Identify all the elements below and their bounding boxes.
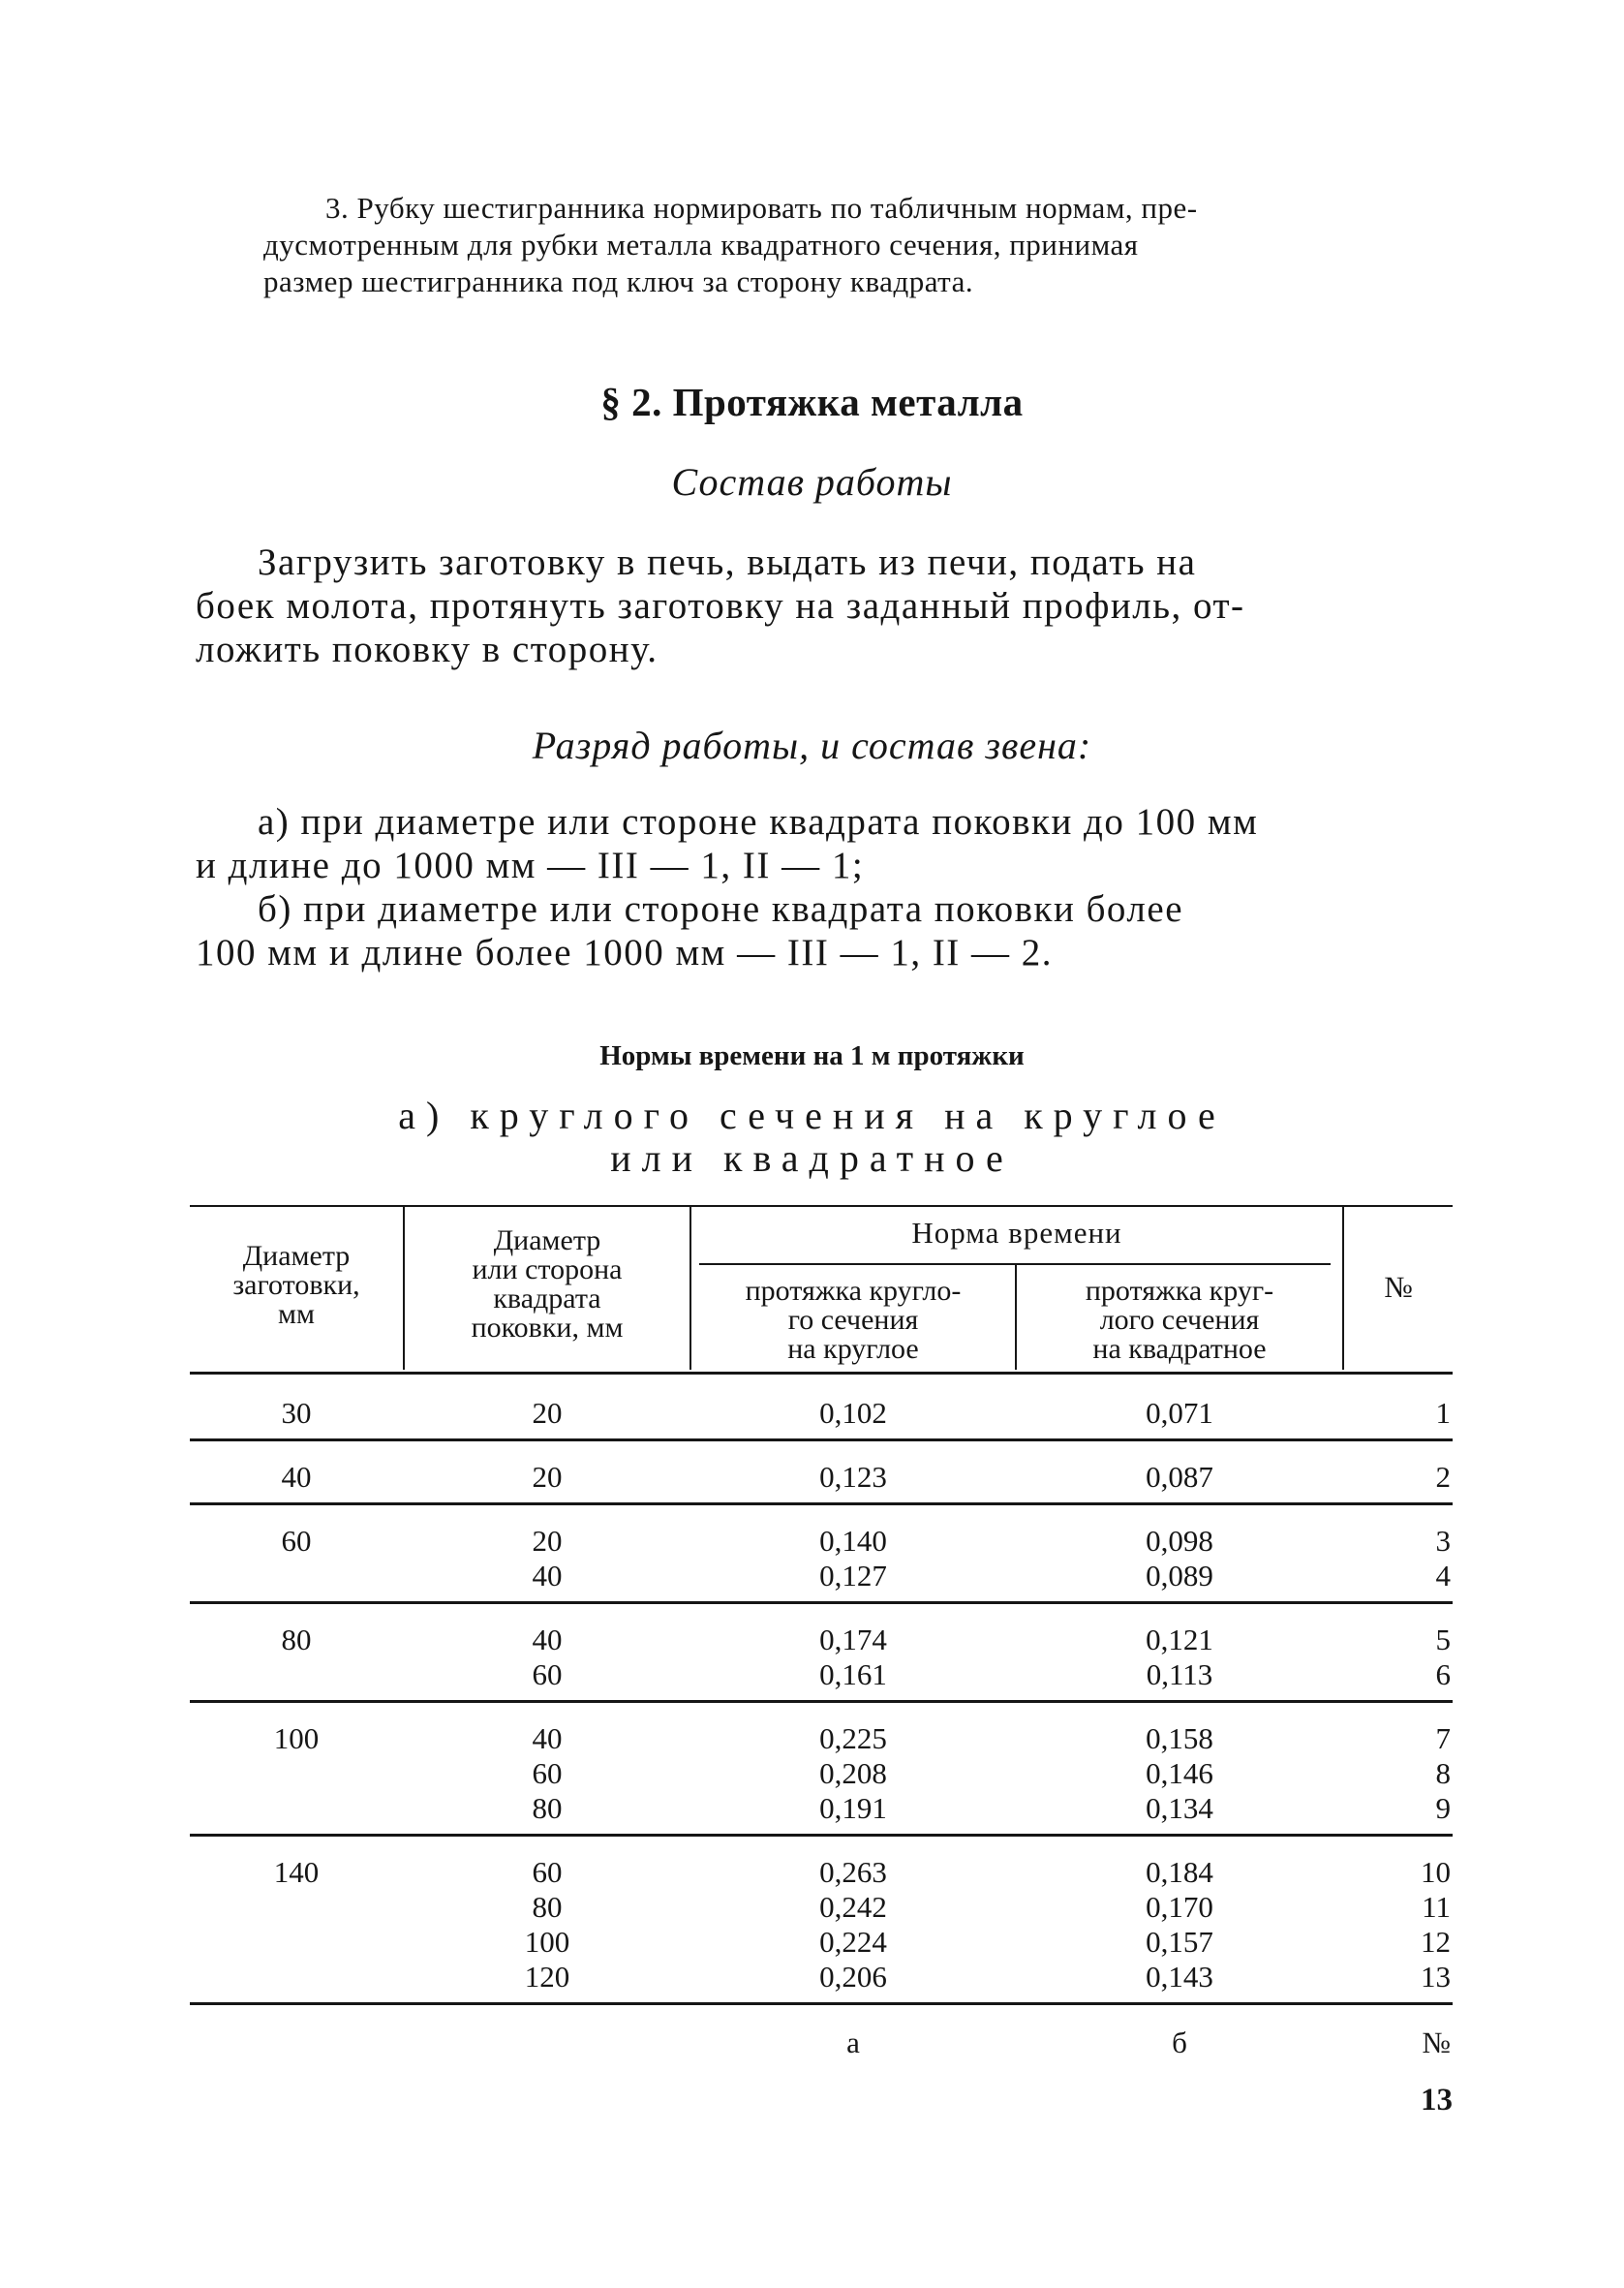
group-separator-rule [190, 1502, 1453, 1505]
footer-col-b: б [1172, 2025, 1187, 2059]
norm-round-cell: 0,206 [819, 1960, 887, 1994]
table-subtitle-line-2: или квадратное [610, 1136, 1014, 1180]
page-number: 13 [1421, 2083, 1453, 2118]
forging-size-cell: 60 [532, 1756, 563, 1790]
blank-diameter-cell: 60 [281, 1524, 312, 1558]
composition-text [196, 541, 1447, 671]
header-col3-line-1: протяжка кругло- [745, 1275, 962, 1307]
group-separator-rule [190, 1438, 1453, 1441]
norm-header-rule [699, 1263, 1331, 1265]
forging-size-cell: 80 [532, 1890, 563, 1924]
header-round-to-round [691, 1277, 1015, 1364]
header-col2-line-2: или сторона [472, 1253, 623, 1285]
forging-size-cell: 120 [524, 1960, 570, 1994]
group-separator-rule [190, 1700, 1453, 1703]
header-col2-line-4: поковки, мм [471, 1312, 624, 1344]
row-number-cell: 13 [1421, 1960, 1451, 1994]
norm-round-cell: 0,123 [819, 1460, 887, 1494]
norm-square-cell: 0,134 [1146, 1791, 1213, 1825]
table-subtitle [0, 1095, 1624, 1180]
header-col2-line-3: квадрата [493, 1283, 601, 1314]
norm-round-cell: 0,161 [819, 1657, 887, 1691]
norm-square-cell: 0,121 [1146, 1623, 1213, 1656]
footer-col-a: а [846, 2025, 860, 2059]
row-number-cell: 7 [1435, 1721, 1451, 1755]
group-separator-rule [190, 2002, 1453, 2005]
norm-square-cell: 0,113 [1146, 1657, 1213, 1691]
blank-diameter-cell: 30 [281, 1396, 312, 1430]
norm-square-cell: 0,146 [1146, 1756, 1213, 1790]
forging-size-cell: 60 [532, 1657, 563, 1691]
norm-square-cell: 0,098 [1146, 1524, 1213, 1558]
grade-options [196, 800, 1447, 974]
norm-square-cell: 0,184 [1146, 1855, 1213, 1889]
header-col3-line-3: на круглое [787, 1333, 919, 1365]
header-col2-line-1: Диаметр [493, 1224, 601, 1256]
blank-diameter-cell: 140 [273, 1855, 320, 1889]
norm-round-cell: 0,174 [819, 1623, 887, 1656]
group-separator-rule [190, 1834, 1453, 1837]
table-title: Нормы времени на 1 м протяжки [599, 1040, 1025, 1071]
norm-round-cell: 0,102 [819, 1396, 887, 1430]
norm-square-cell: 0,071 [1146, 1396, 1213, 1430]
norm-square-cell: 0,087 [1146, 1460, 1213, 1494]
norm-square-cell: 0,089 [1146, 1559, 1213, 1592]
grade-b-line-1: б) при диаметре или стороне квадрата поковки более [258, 888, 1184, 930]
row-number-cell: 6 [1435, 1657, 1451, 1691]
header-norm-time: Норма времени [911, 1216, 1122, 1250]
composition-line-3: ложить поковку в сторону. [196, 629, 659, 670]
grade-a-line-2: и длине до 1000 мм — III — 1, II — 1; [196, 845, 865, 886]
blank-diameter-cell: 80 [281, 1623, 312, 1656]
header-bottom-rule [190, 1372, 1453, 1375]
grade-a-line-1: а) при диаметре или стороне квадрата поковки до 100 мм [258, 801, 1259, 843]
norm-round-cell: 0,225 [819, 1721, 887, 1755]
forging-size-cell: 40 [532, 1721, 563, 1755]
blank-diameter-cell: 40 [281, 1460, 312, 1494]
row-number-cell: 10 [1421, 1855, 1451, 1889]
section-title: § 2. Протяжка металла [600, 380, 1024, 424]
header-blank-diameter [190, 1242, 403, 1329]
paragraph-3-line-3: размер шестигранника под ключ за сторону квадрата. [263, 264, 974, 298]
norm-round-cell: 0,263 [819, 1855, 887, 1889]
header-forging-size [405, 1226, 689, 1343]
header-round-to-square [1017, 1277, 1342, 1364]
row-number-cell: 3 [1435, 1524, 1451, 1558]
row-number-cell: 12 [1421, 1925, 1451, 1959]
paragraph-3-line-1: 3. Рубку шестигранника нормировать по табличным нормам, пре- [325, 191, 1198, 225]
forging-size-cell: 60 [532, 1855, 563, 1889]
row-number-cell: 5 [1435, 1623, 1451, 1656]
forging-size-cell: 20 [532, 1460, 563, 1494]
norm-round-cell: 0,140 [819, 1524, 887, 1558]
row-number-cell: 2 [1435, 1460, 1451, 1494]
grade-title: Разряд работы, и состав звена: [532, 724, 1092, 767]
row-number-cell: 1 [1435, 1396, 1451, 1430]
header-col1-line-3: мм [278, 1298, 315, 1330]
paragraph-3 [263, 190, 1447, 300]
composition-line-2: боек молота, протянуть заготовку на заданный профиль, от- [196, 585, 1245, 627]
forging-size-cell: 40 [532, 1623, 563, 1656]
header-col4-line-2: лого сечения [1099, 1304, 1260, 1336]
table-subtitle-line-1: а) круглого сечения на круглое [398, 1094, 1226, 1137]
header-number: № [1384, 1270, 1413, 1304]
norm-round-cell: 0,224 [819, 1925, 887, 1959]
forging-size-cell: 100 [524, 1925, 570, 1959]
composition-title: Состав работы [671, 460, 953, 504]
row-number-cell: 4 [1435, 1559, 1451, 1592]
header-col1-line-1: Диаметр [242, 1240, 351, 1272]
header-col4-line-3: на квадратное [1092, 1333, 1267, 1365]
paragraph-3-line-2: дусмотренным для рубки металла квадратного сечения, принимая [263, 228, 1139, 262]
group-separator-rule [190, 1601, 1453, 1604]
forging-size-cell: 20 [532, 1524, 563, 1558]
header-col1-line-2: заготовки, [232, 1269, 360, 1301]
composition-line-1: Загрузить заготовку в печь, выдать из печи, подать на [258, 541, 1197, 583]
header-col3-line-2: го сечения [787, 1304, 919, 1336]
norm-square-cell: 0,170 [1146, 1890, 1213, 1924]
row-number-cell: 9 [1435, 1791, 1451, 1825]
row-number-cell: 8 [1435, 1756, 1451, 1790]
grade-b-line-2: 100 мм и длине более 1000 мм — III — 1, II — 2. [196, 932, 1054, 974]
norm-square-cell: 0,158 [1146, 1721, 1213, 1755]
norm-round-cell: 0,191 [819, 1791, 887, 1825]
header-col4-line-1: протяжка круг- [1085, 1275, 1274, 1307]
norm-square-cell: 0,157 [1146, 1925, 1213, 1959]
norm-round-cell: 0,208 [819, 1756, 887, 1790]
norm-square-cell: 0,143 [1146, 1960, 1213, 1994]
blank-diameter-cell: 100 [273, 1721, 320, 1755]
forging-size-cell: 20 [532, 1396, 563, 1430]
table-top-rule [190, 1205, 1453, 1207]
norm-round-cell: 0,242 [819, 1890, 887, 1924]
forging-size-cell: 40 [532, 1559, 563, 1592]
row-number-cell: 11 [1422, 1890, 1451, 1924]
norm-round-cell: 0,127 [819, 1559, 887, 1592]
forging-size-cell: 80 [532, 1791, 563, 1825]
footer-col-number: № [1422, 2025, 1451, 2059]
